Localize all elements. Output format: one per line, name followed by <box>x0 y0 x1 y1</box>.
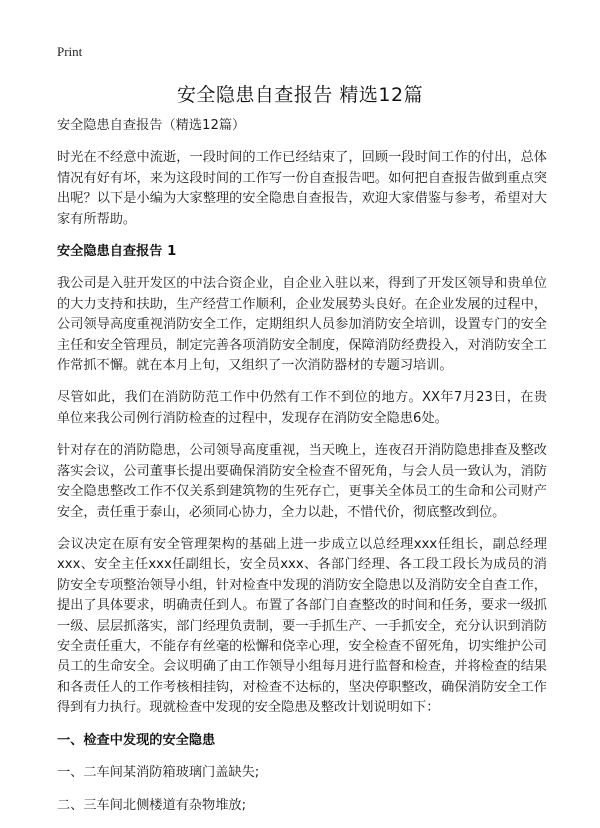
print-link[interactable]: Print <box>57 44 83 59</box>
hazard-item: 一、二车间某消防箱玻璃门盖缺失; <box>57 764 260 780</box>
section-heading-hazards: 一、检查中发现的安全隐患 <box>57 732 216 748</box>
hazard-item: 二、三车间北侧楼道有杂物堆放; <box>57 798 247 814</box>
report-paragraph: 会议决定在原有安全管理架构的基础上进一步成立以总经理xxx任组长，副总经理xxx、安全主任xxx任副组长，安全员xxx、各部门经理、各工段工段长为成员的消防安全专项整治领导小组，针对检查中发现的消防安全隐患以及消防安全自查工作，提出了具体要求，明确责任到人。布置了各部门自查整改的时间和任务，要求一级抓一级、层层抓落实，部门经理负责制，要一手抓生产、一手抓安全，充分认识到消防安全责任重大，不能存有丝毫的松懈和侥幸心理，安全检查不留死角，切实维护公司员工的生命安全。会议明确了由工作领导小组每月进行监督和检查，并将检查的结果和各责任人的工作考核相挂钩，对检查不达标的，坚决停职整改，确保消防安全工作得到有力执行。现就检查中发现的安全隐患及整改计划说明如下： <box>57 536 547 716</box>
section-heading-report-1: 安全隐患自查报告 1 <box>57 244 177 260</box>
report-paragraph: 我公司是入驻开发区的中法合资企业，自企业入驻以来，得到了开发区领导和贵单位的大力支持和扶助，生产经营工作顺利，企业发展势头良好。在企业发展的过程中，公司领导高度重视消防安全工作，定期组织人员参加消防安全培训，设置专门的安全主任和安全管理员，制定完善各项消防安全制度，保障消防经费投入，对消防安全工作常抓不懈。就在本月上旬，又组织了一次消防器材的专题习培训。 <box>57 276 547 374</box>
document-body <box>57 116 547 828</box>
document-subtitle: 安全隐患自查报告（精选12篇） <box>57 118 246 133</box>
intro-paragraph: 时光在不经意中流逝，一段时间的工作已经结束了，回顾一段时间工作的付出，总体情况有好有坏，来为这段时间的工作写一份自查报告吧。如何把自查报告做到重点突出呢？以下是小编为大家整理的安全隐患自查报告，欢迎大家借鉴与参考，希望对大家有所帮助。 <box>57 150 547 227</box>
page-title: 安全隐患自查报告 精选12篇 <box>176 84 424 106</box>
report-paragraph: 尽管如此，我们在消防防范工作中仍然有工作不到位的地方。XX年7月23日，在贵单位来我公司例行消防检查的过程中，发现存在消防安全隐患6处。 <box>57 390 547 426</box>
report-paragraph: 针对存在的消防隐患，公司领导高度重视，当天晚上，连夜召开消防隐患排查及整改落实会议，公司董事长提出要确保消防安全检查不留死角，与会人员一致认为，消防安全隐患整改工作不仅关系到建筑物的生死存亡，更事关全体员工的生命和公司财产安全，责任重于泰山，必须同心协力，全力以赴，不惜代价，彻底整改到位。 <box>57 443 547 520</box>
